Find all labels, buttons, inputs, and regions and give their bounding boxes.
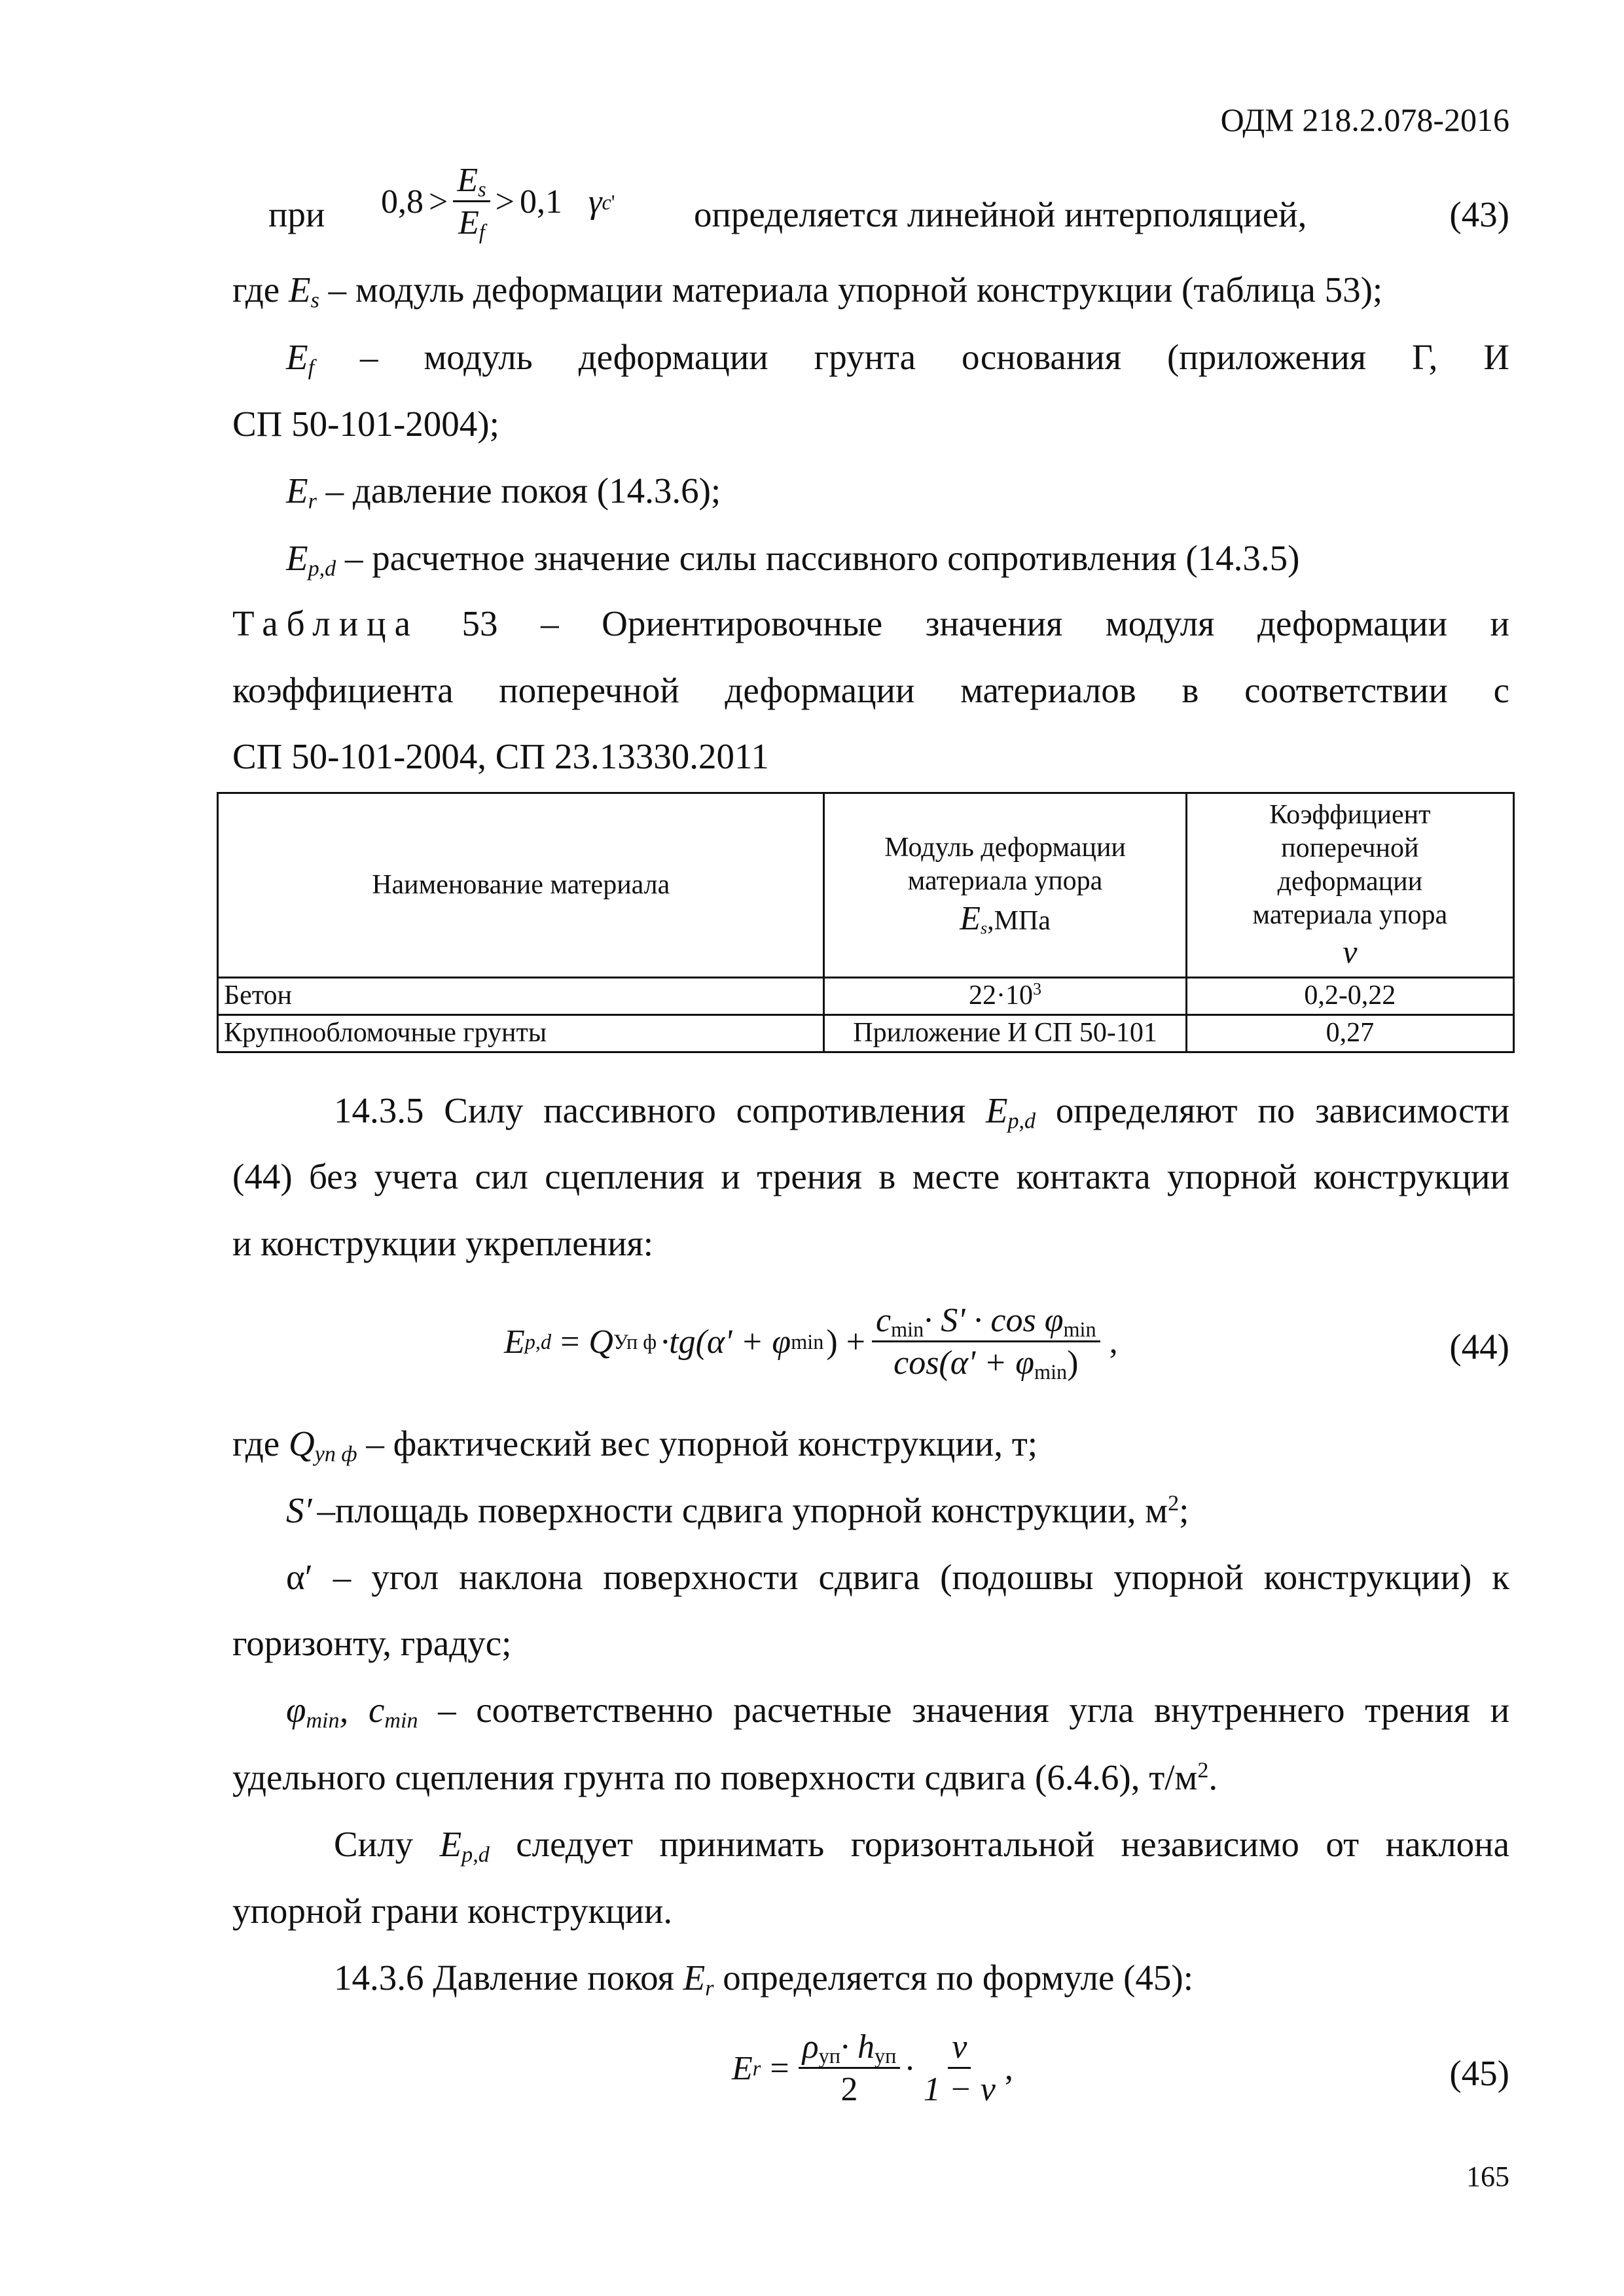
cell-poisson: 0,2-0,22 (1186, 978, 1513, 1015)
def-alpha-line-2: горизонту, градус; (232, 1623, 512, 1663)
formula-45-nu: ν (948, 2030, 971, 2069)
document-code: ОДМ 218.2.078-2016 (1220, 101, 1509, 138)
def-s-symbol: S′ (286, 1490, 312, 1530)
table-row (218, 978, 1514, 1015)
def-es (232, 270, 1383, 313)
section-1436-sub: r (705, 1976, 714, 2001)
formula-44-den-sub: min (1034, 1359, 1068, 1384)
para-force-b: следует принимать горизонтальной независимо от наклона (516, 1824, 1510, 1864)
def-er-symbol: E (286, 471, 308, 511)
formula-44: E p,d = Q Уп ф ·tg(α' + φ min ) + $\frac{c_{min}\cdot S' \cdot \cos \varphi_{min}}{\cos(\alpha' + \varphi_{min})}$ , (504, 1301, 1118, 1384)
para-force-sub: p,d (461, 1842, 490, 1867)
def-s (286, 1492, 1189, 1528)
section-1435-line-3: и конструкции укрепления: (232, 1223, 654, 1263)
formula-44-den-b: ) (1067, 1344, 1079, 1382)
header-material-name: Наименование материала (218, 793, 824, 978)
def-es-lead: где (232, 270, 280, 310)
header-modulus-symbol: E (960, 900, 981, 938)
def-alpha-symbol: α′ (286, 1557, 313, 1597)
formula-45-h: · h (840, 2028, 875, 2066)
table-header-row (218, 793, 1514, 978)
formula-45-rho: ρ (802, 2028, 819, 2066)
formula-43-fraction (453, 162, 490, 244)
table-caption-word: Таблица (232, 603, 419, 643)
table-caption-line-1 (232, 605, 1509, 641)
table-caption-line-3: СП 50-101-2004, СП 23.13330.2011 (232, 736, 769, 776)
formula-45-equals: = (770, 2049, 789, 2087)
formula-43-gt-2: > (495, 183, 514, 221)
formula-45-lhs: E (732, 2049, 753, 2087)
formula-45: E r = $\frac{\rho_{уп}\cdot h_{уп}}{2}$ · $\frac{\nu}{1 - \nu}$ , (732, 2028, 1013, 2108)
header-modulus-line-1: Модуль деформации (884, 832, 1126, 863)
formula-44-fraction (872, 1301, 1100, 1384)
formula-45-den-2: 1 − ν (923, 2070, 996, 2108)
def-es-text: – модуль деформации материала упорной конструкции (таблица 53); (328, 270, 1383, 310)
def-s-text: –площадь поверхности сдвига упорной конструкции, м (317, 1490, 1168, 1530)
def-phi-end: . (1208, 1757, 1218, 1797)
def-es-sub: s (310, 288, 319, 313)
formula-44-den-a: cos(α' + φ (893, 1344, 1035, 1382)
header-modulus-unit: ,МПа (987, 906, 1051, 937)
para-force-symbol: E (439, 1824, 462, 1864)
cell-material-name: Бетон (218, 978, 824, 1015)
para-force-line-2: упорной грани конструкции. (232, 1891, 673, 1931)
table-row (218, 1015, 1514, 1052)
para-force-line-1 (334, 1824, 1510, 1867)
def-ef-text: – модуль деформации грунта основания (приложения Г, И (360, 337, 1509, 377)
header-poisson-line-1: Коэффициент (1269, 799, 1431, 830)
def-er-sub: r (308, 489, 317, 514)
formula-43-right-value: 0,1 (519, 183, 562, 221)
formula-45-h-sub: уп (874, 2043, 897, 2068)
header-poisson-symbol: ν (1343, 933, 1358, 971)
def-epd-text: – расчетное значение силы пассивного сопротивления (14.3.5) (344, 538, 1300, 578)
def-epd (286, 538, 1300, 581)
def-s-sup: 2 (1168, 1491, 1180, 1516)
formula-43-left-value: 0,8 (381, 183, 424, 221)
formula-45-number: (45) (1449, 2053, 1509, 2093)
def-q-lead: где (232, 1424, 280, 1463)
formula-44-comma: , (1109, 1323, 1118, 1361)
formula-45-dot: · (904, 2049, 916, 2087)
section-1435-text-b: определяют по зависимости (1055, 1090, 1510, 1130)
formula-44-num-phi-sub: min (1063, 1317, 1096, 1341)
page-number: 165 (1466, 2161, 1509, 2193)
formula-43-denominator: E (458, 204, 479, 242)
def-phi-sup: 2 (1197, 1758, 1209, 1783)
section-1435-sub: p,d (1007, 1109, 1036, 1134)
formula-44-num-c-sub: min (891, 1317, 924, 1341)
cell-poisson: 0,27 (1186, 1015, 1513, 1052)
def-phi-line-1: $\varphi_{min}$, $c_{min}$ – соответственно расчетные значения угла внутреннего трения и (286, 1690, 1510, 1733)
def-epd-symbol: E (286, 538, 308, 578)
def-es-symbol: E (288, 270, 311, 310)
def-epd-sub: p,d (308, 556, 336, 581)
formula-43-text: определяется линейной интерполяцией, (694, 194, 1307, 234)
def-phi-sub: min (306, 1708, 340, 1733)
header-modulus (824, 793, 1186, 978)
header-modulus-sub: s (980, 918, 988, 938)
header-poisson-line-2: поперечной (1281, 833, 1419, 863)
section-1436-text-b: определяется по формуле (45): (723, 1958, 1194, 1998)
formula-43-lead: при (268, 194, 325, 234)
formula-44-q: Q (588, 1323, 613, 1361)
cell-modulus-exponent: 3 (1033, 980, 1042, 999)
def-q-sub: уп ф (314, 1442, 357, 1467)
cell-material-name: Крупнообломочные грунты (218, 1015, 824, 1052)
formula-43-numerator-sub: s (478, 177, 486, 202)
formula-44-close: ) + (826, 1323, 865, 1361)
formula-44-lhs: E (504, 1323, 525, 1361)
def-er (286, 471, 721, 514)
section-1435-text-a: 14.3.5 Силу пассивного сопротивления (334, 1090, 966, 1130)
def-s-end: ; (1179, 1490, 1189, 1530)
formula-44-num-rest: · S' · cos φ (924, 1301, 1064, 1339)
def-er-text: – давление покоя (14.3.6); (325, 471, 721, 511)
def-q-symbol: Q (288, 1424, 315, 1463)
def-ef-sub: f (308, 355, 315, 380)
def-phi-line-2 (232, 1759, 1218, 1795)
table-caption-line-2: коэффициента поперечной деформации материалов в соответствии с (232, 670, 1509, 710)
formula-43-number: (43) (1449, 194, 1509, 234)
section-1435-line-1 (334, 1090, 1510, 1134)
def-ef-symbol: E (286, 337, 308, 377)
def-phi-text-2: удельного сцепления грунта по поверхности сдвига (6.4.6), т/м (232, 1757, 1198, 1797)
cell-modulus: Приложение И СП 50-101 (824, 1015, 1186, 1052)
def-q-text: – фактический вес упорной конструкции, т; (366, 1424, 1038, 1463)
para-force-a: Силу (334, 1824, 414, 1864)
formula-45-fraction-1 (799, 2030, 901, 2107)
formula-43-gt-1: > (429, 183, 448, 221)
formula-43-gamma: γ (588, 183, 602, 221)
cell-modulus-value: 22·10 (969, 980, 1034, 1011)
formula-44-tg-part: ·tg(α' + φ (660, 1323, 791, 1361)
header-poisson-line-3: деформации (1277, 867, 1423, 897)
def-alpha-text: – угол наклона поверхности сдвига (подошвы упорной конструкции) к (333, 1557, 1510, 1597)
header-poisson (1186, 793, 1513, 978)
def-q (232, 1424, 1038, 1467)
formula-44-num-c: c (876, 1301, 892, 1339)
formula-45-comma: , (1004, 2049, 1013, 2087)
formula-44-number: (44) (1449, 1327, 1509, 1367)
def-alpha-line-1 (286, 1559, 1509, 1595)
formula-45-rho-sub: уп (818, 2043, 840, 2068)
formula-45-fraction-2 (920, 2030, 1000, 2107)
formula-45-den-1: 2 (840, 2070, 858, 2108)
section-1435-line-2: (44) без учета сил сцепления и трения в месте контакта упорной конструкции (232, 1157, 1509, 1196)
def-c-symbol: c (368, 1690, 385, 1730)
def-ef-line-2: СП 50-101-2004); (232, 404, 499, 444)
formula-43-denominator-sub: f (478, 220, 485, 244)
section-1436-line (334, 1958, 1194, 2001)
cell-modulus (824, 978, 1186, 1015)
formula-43-numerator: E (457, 162, 478, 199)
section-1436-text-a: 14.3.6 Давление покоя (334, 1958, 674, 1998)
header-modulus-line-2: материала упора (907, 865, 1103, 896)
table-caption-line-1-rest: 53 – Ориентировочные значения модуля деформации и (461, 603, 1509, 643)
def-phi-text: – соответственно расчетные значения угла внутреннего трения и (438, 1690, 1510, 1730)
def-phi-symbol: φ (286, 1690, 306, 1730)
section-1436-symbol: E (683, 1958, 706, 1998)
formula-44-equals: = (560, 1323, 580, 1361)
section-1435-symbol: E (985, 1090, 1008, 1130)
materials-table (217, 792, 1515, 1053)
formula-43: 0,8 > $\frac{E_s}{E_f}$ > 0,1 γ c ' (381, 162, 615, 244)
def-ef-line-1 (286, 337, 1509, 380)
def-c-sub: min (384, 1708, 418, 1733)
header-poisson-line-4: материала упора (1252, 900, 1448, 931)
